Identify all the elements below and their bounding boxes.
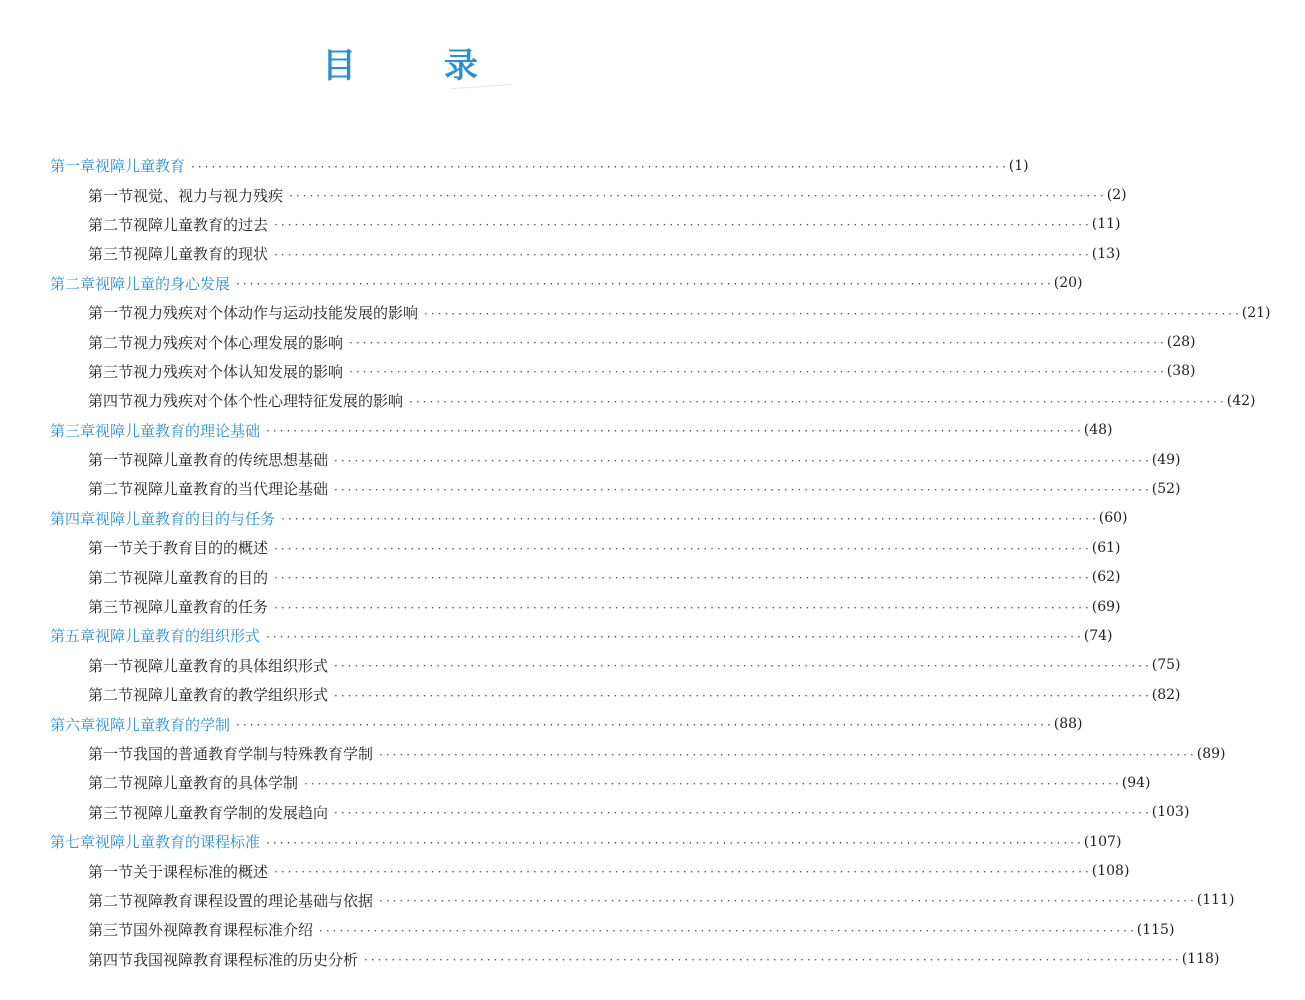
page-number: (1) [1008, 157, 1029, 174]
dot-leader: ························································································································ [334, 482, 1152, 497]
page-number: (115) [1136, 921, 1175, 938]
toc-section-row[interactable] [0, 298, 1271, 327]
chapter-number: 第四章 [50, 509, 96, 528]
section-number: 第三节 [88, 245, 134, 264]
chapter-number: 第六章 [50, 715, 96, 734]
dot-leader: ························································································································ [281, 512, 1099, 527]
toc-chapter-row[interactable] [0, 416, 1113, 445]
section-title: 我国视障教育课程标准的历史分析 [133, 950, 359, 969]
dot-leader: ························································································································ [191, 159, 1009, 174]
dot-leader: ························································································································ [274, 541, 1092, 556]
page-number: (20) [1053, 275, 1083, 292]
dot-leader: ························································································································ [236, 277, 1054, 292]
page-number: (69) [1091, 598, 1121, 615]
toc-section-row[interactable] [0, 533, 1121, 562]
section-title: 关于教育目的的概述 [133, 539, 269, 558]
section-number: 第一节 [88, 745, 134, 763]
section-title: 视障儿童教育的现状 [133, 245, 269, 264]
table-of-contents [0, 151, 1271, 974]
page-number: (108) [1091, 863, 1130, 880]
page-number: (82) [1151, 686, 1181, 703]
dot-leader: ························································································································ [364, 953, 1182, 968]
section-number: 第一节 [88, 186, 134, 205]
dot-leader: ························································································································ [334, 806, 1152, 821]
page-number: (103) [1151, 804, 1190, 821]
dot-leader: ························································································································ [349, 365, 1167, 380]
dot-leader: ························································································································ [304, 776, 1122, 791]
toc-chapter-row[interactable] [0, 269, 1083, 298]
page-number: (49) [1151, 451, 1181, 468]
toc-section-row[interactable] [0, 651, 1181, 680]
page-number: (42) [1226, 392, 1256, 409]
section-title: 视障儿童教育的具体组织形式 [133, 656, 329, 675]
page-number: (52) [1151, 480, 1181, 497]
section-number: 第二节 [88, 891, 134, 910]
page-number: (13) [1091, 245, 1121, 262]
chapter-title: 视障儿童教育的课程标准 [95, 833, 261, 852]
section-number: 第一节 [88, 539, 134, 558]
section-title: 视觉、视力与视力残疾 [133, 186, 284, 205]
page-number: (111) [1196, 892, 1235, 909]
toc-section-row[interactable] [0, 798, 1190, 827]
toc-section-row[interactable] [0, 886, 1235, 915]
page-number: (89) [1196, 745, 1226, 762]
page-number: (60) [1098, 510, 1128, 527]
chapter-number: 第二章 [50, 274, 96, 293]
dot-leader: ························································································································ [236, 718, 1054, 733]
page-number: (94) [1121, 774, 1151, 791]
toc-section-row[interactable] [0, 915, 1175, 944]
dot-leader: ························································································································ [266, 629, 1084, 644]
section-number: 第三节 [88, 921, 134, 940]
section-title: 视障儿童教育的目的 [133, 568, 269, 587]
chapter-title: 视障儿童的身心发展 [95, 274, 231, 293]
page-number: (107) [1083, 833, 1122, 850]
page-number: (74) [1083, 627, 1113, 644]
toc-chapter-row[interactable] [0, 827, 1122, 856]
page-number: (11) [1091, 216, 1121, 233]
dot-leader: ························································································································ [424, 306, 1242, 321]
section-number: 第一节 [88, 451, 134, 470]
chapter-number: 第七章 [50, 833, 96, 852]
section-title: 视障儿童教育的具体学制 [133, 774, 299, 793]
toc-chapter-row[interactable] [0, 621, 1113, 650]
page-number: (62) [1091, 569, 1121, 586]
toc-chapter-row[interactable] [0, 151, 1029, 180]
section-number: 第三节 [88, 362, 134, 381]
dot-leader: ························································································································ [289, 189, 1107, 204]
section-title: 视力残疾对个体个性心理特征发展的影响 [133, 392, 404, 411]
page-number: (38) [1166, 363, 1196, 380]
dot-leader: ························································································································ [319, 923, 1137, 938]
dot-leader: ························································································································ [274, 600, 1092, 615]
toc-section-row[interactable] [0, 680, 1181, 709]
section-title: 视力残疾对个体心理发展的影响 [133, 333, 344, 352]
dot-leader: ························································································································ [266, 424, 1084, 439]
section-title: 视障儿童教育的传统思想基础 [133, 451, 329, 470]
toc-section-row[interactable] [0, 239, 1121, 268]
page-number: (2) [1106, 187, 1127, 204]
toc-chapter-row[interactable] [0, 709, 1083, 738]
page-number: (28) [1166, 334, 1196, 351]
chapter-number: 第三章 [50, 421, 96, 440]
section-title: 视障教育课程设置的理论基础与依据 [133, 891, 374, 910]
section-number: 第一节 [88, 862, 134, 881]
toc-section-row[interactable] [0, 562, 1121, 591]
page-number: (48) [1083, 422, 1113, 439]
toc-section-row[interactable] [0, 445, 1181, 474]
dot-leader: ························································································································ [409, 394, 1227, 409]
section-number: 第四节 [88, 392, 134, 411]
chapter-title: 视障儿童教育的理论基础 [95, 421, 261, 440]
section-title: 视障儿童教育学制的发展趋向 [133, 803, 329, 822]
toc-section-row[interactable] [0, 856, 1130, 885]
toc-section-row[interactable] [0, 180, 1127, 209]
dot-leader: ························································································································ [379, 747, 1197, 762]
section-title: 视力残疾对个体认知发展的影响 [133, 362, 344, 381]
dot-leader: ························································································································ [266, 835, 1084, 850]
section-number: 第四节 [88, 950, 134, 969]
page-number: (118) [1181, 951, 1220, 968]
dot-leader: ························································································································ [349, 336, 1167, 351]
toc-chapter-row[interactable] [0, 504, 1128, 533]
chapter-title: 视障儿童教育的学制 [95, 715, 231, 734]
section-title: 我国的普通教育学制与特殊教育学制 [133, 745, 374, 763]
section-title: 国外视障教育课程标准介绍 [133, 921, 314, 940]
section-number: 第一节 [88, 656, 134, 675]
page-number: (21) [1241, 304, 1271, 321]
toc-section-row[interactable] [0, 474, 1181, 503]
chapter-title: 视障儿童教育 [95, 157, 186, 176]
section-number: 第二节 [88, 568, 134, 587]
toc-section-row[interactable] [0, 768, 1151, 797]
chapter-title: 视障儿童教育的目的与任务 [95, 509, 276, 528]
chapter-number: 第五章 [50, 627, 96, 646]
dot-leader: ························································································································ [334, 688, 1152, 703]
page-number: (88) [1053, 716, 1083, 733]
section-title: 视障儿童教育的过去 [133, 215, 269, 234]
dot-leader: ························································································································ [274, 218, 1092, 233]
toc-section-row[interactable] [0, 945, 1220, 974]
section-title: 视障儿童教育的任务 [133, 598, 269, 617]
section-number: 第三节 [88, 598, 134, 617]
section-title: 视障儿童教育的教学组织形式 [133, 686, 329, 705]
chapter-title: 视障儿童教育的组织形式 [95, 627, 261, 646]
toc-section-row[interactable] [0, 357, 1196, 386]
dot-leader: ························································································································ [379, 894, 1197, 909]
section-number: 第二节 [88, 686, 134, 705]
section-number: 第二节 [88, 774, 134, 793]
dot-leader: ························································································································ [274, 571, 1092, 586]
page-title: 目 录 [322, 46, 516, 86]
section-title: 关于课程标准的概述 [133, 862, 269, 881]
dot-leader: ························································································································ [334, 659, 1152, 674]
toc-section-row[interactable] [0, 739, 1226, 768]
page-number: (61) [1091, 539, 1121, 556]
page-number: (75) [1151, 657, 1181, 674]
dot-leader: ························································································································ [274, 865, 1092, 880]
toc-section-row[interactable] [0, 592, 1121, 621]
chapter-number: 第一章 [50, 157, 96, 176]
toc-section-row[interactable] [0, 210, 1121, 239]
section-number: 第二节 [88, 215, 134, 234]
toc-section-row[interactable] [0, 327, 1196, 356]
section-number: 第二节 [88, 333, 134, 352]
dot-leader: ························································································································ [334, 453, 1152, 468]
section-number: 第二节 [88, 480, 134, 499]
section-title: 视力残疾对个体动作与运动技能发展的影响 [133, 304, 419, 323]
section-title: 视障儿童教育的当代理论基础 [133, 480, 329, 499]
section-number: 第一节 [88, 304, 134, 323]
toc-section-row[interactable] [0, 386, 1256, 415]
section-number: 第三节 [88, 803, 134, 822]
dot-leader: ························································································································ [274, 247, 1092, 262]
